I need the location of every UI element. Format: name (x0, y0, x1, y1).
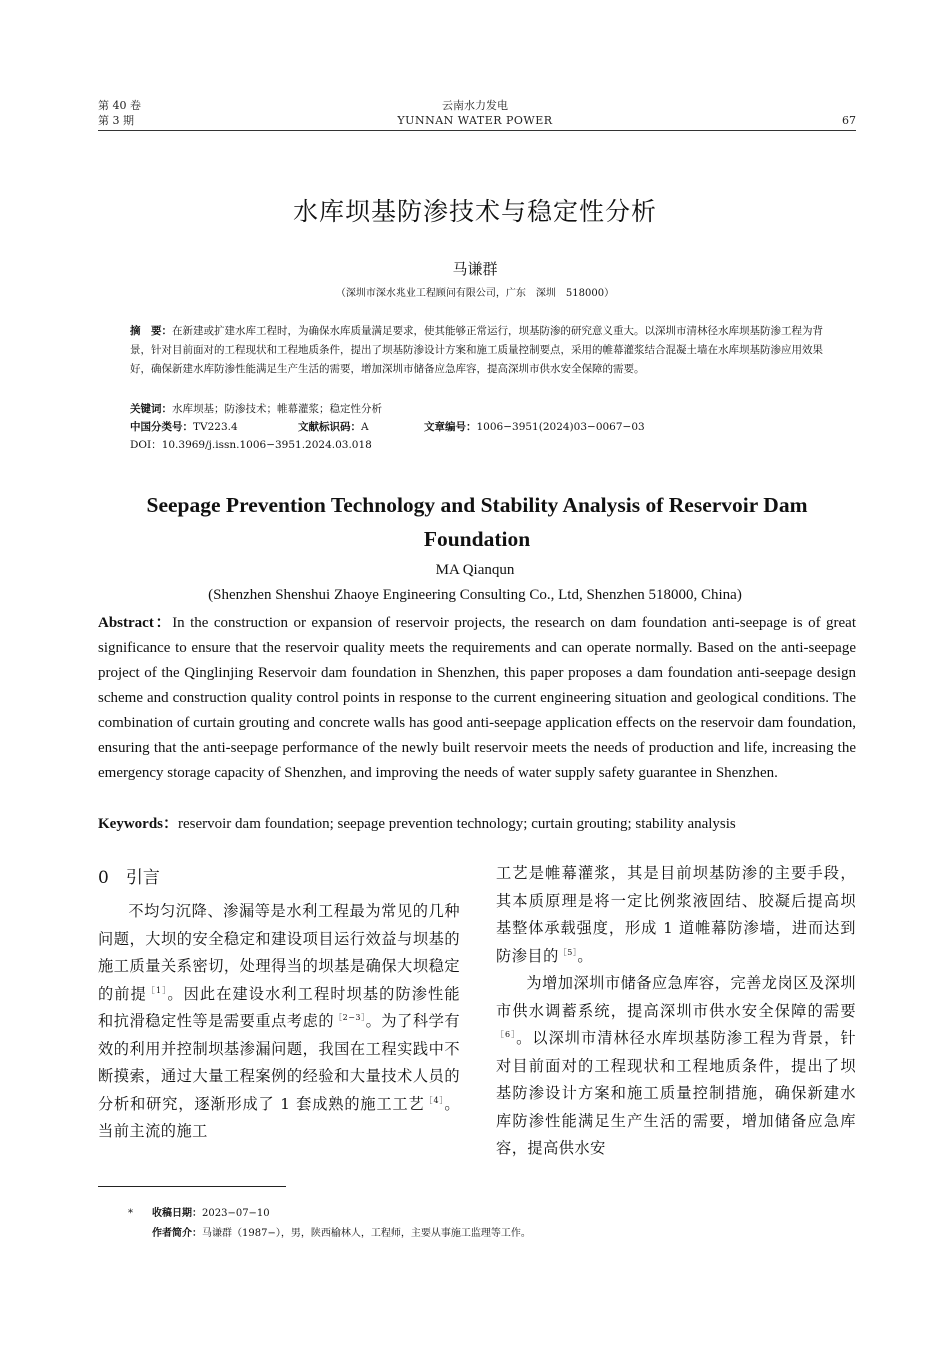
keywords-cn-label: 关键词： (130, 403, 172, 415)
intro-p1-text-a: 不均匀沉降、渗漏等是水利工程最为常见的几种问题，大坝的安全稳定和建设项目运行效益与坝基的施工质量关系密切，处理得当的坝基是确保大坝稳定的前提 (98, 902, 460, 1003)
right-column (496, 860, 856, 1163)
clc-label: 中国分类号： (130, 421, 193, 433)
citation-5[interactable]: ［5］ (558, 947, 578, 957)
abstract-cn-text: 在新建或扩建水库工程时，为确保水库质量满足要求，使其能够正常运行，坝基防渗的研究意义重大。以深圳市清林径水库坝基防渗工程为背景，针对目前面对的工程现状和工程地质条件，提出了坝基防渗设计方案和施工质量控制要点，采用的帷幕灌浆结合混凝土墙在水库坝基防渗应用效果好，确保新建水库防渗性能满足生产生活的需要，增加深圳市储备应急库容，提高深圳市供水安全保障的需要。 (130, 325, 823, 375)
keywords-en-label: Keywords： (98, 816, 178, 832)
affiliation-cn: （深圳市深水兆业工程顾问有限公司，广东 深圳 518000） (335, 288, 615, 299)
citation-6[interactable]: ［6］ (496, 1029, 517, 1039)
received-value: 2023−07−10 (202, 1208, 270, 1219)
intro-paragraph-1 (98, 898, 460, 1146)
article-no-label: 文章编号： (424, 421, 477, 433)
footnote-rule (98, 1186, 286, 1187)
paper-title-en: Seepage Prevention Technology and Stability Analysis of Reservoir Dam Foundation (146, 493, 808, 551)
abstract-en (98, 611, 856, 786)
header-rule (98, 130, 856, 131)
intro-p2-text-a: 为增加深圳市储备应急库容，完善龙岗区及深圳市供水调蓄系统，提高深圳市供水安全保障的需要 (496, 974, 856, 1020)
received-date (152, 1204, 270, 1224)
clc-line (130, 418, 238, 436)
doc-code-line (298, 418, 369, 436)
left-column (98, 862, 460, 1146)
citation-2-3[interactable]: ［2−3］ (334, 1012, 366, 1022)
article-no-line (424, 418, 645, 436)
received-label: 收稿日期： (152, 1208, 202, 1219)
author-en: MA Qianqun (435, 562, 515, 578)
bio-label: 作者简介： (152, 1228, 202, 1239)
doi-label: DOI： (130, 439, 162, 451)
intro-p1-text-b: 。因此在建设水利工程时坝基的防渗性能和抗滑稳定性等是需要重点考虑的 (98, 984, 461, 1030)
clc-value: TV223.4 (193, 421, 238, 433)
issue-label: 第 3 期 (98, 114, 134, 127)
author-cn: 马谦群 (452, 260, 498, 278)
page-number: 67 (842, 114, 856, 127)
intro-p1-text-f: 。 (577, 946, 594, 965)
keywords-cn-text: 水库坝基；防渗技术；帷幕灌浆；稳定性分析 (172, 403, 382, 415)
section-heading-intro: 0 引言 (98, 868, 160, 888)
journal-name-en: YUNNAN WATER POWER (397, 114, 553, 127)
author-bio (152, 1224, 531, 1244)
keywords-cn (130, 400, 382, 418)
intro-paragraph-1-cont (496, 860, 856, 970)
intro-p1-text-c: 。为了科学有效的利用并控制坝基渗漏问题，我国在工程实践中不断摸索，通过大量工程案例的经验和大量技术人员的分析和研究，逐渐形成了 1 套成熟的施工工艺 (98, 1012, 461, 1113)
paper-title-cn: 水库坝基防渗技术与稳定性分析 (292, 197, 657, 226)
journal-name-cn: 云南水力发电 (442, 99, 508, 112)
doi-line[interactable] (130, 436, 372, 454)
doc-code-value: A (361, 421, 369, 433)
abstract-cn-label: 摘 要： (130, 325, 172, 337)
affiliation-en: (Shenzhen Shenshui Zhaoye Engineering Consulting Co., Ltd, Shenzhen 518000, China) (208, 587, 742, 603)
abstract-en-label: Abstract： (98, 615, 173, 631)
intro-p1-text-e: 工艺是帷幕灌浆，其是目前坝基防渗的主要手段，其本质原理是将一定比例浆液固结、胶凝后提高坝基整体承载强度，形成 1 道帷幕防渗墙，进而达到防渗目的 (496, 864, 856, 965)
citation-1[interactable]: ［1］ (146, 985, 168, 995)
article-no-value: 1006−3951(2024)03−0067−03 (476, 421, 645, 433)
volume-label: 第 40 卷 (98, 99, 141, 112)
intro-p1-text-d: 。当前主流的施工 (98, 1094, 460, 1140)
bio-text: 马谦群（1987−），男，陕西榆林人，工程师，主要从事施工监理等工作。 (202, 1228, 531, 1239)
keywords-en-text: reservoir dam foundation; seepage prevention technology; curtain grouting; stability analysis (178, 816, 736, 832)
keywords-en (98, 812, 856, 837)
doi-value[interactable]: 10.3969/j.issn.1006−3951.2024.03.018 (161, 439, 372, 451)
citation-4[interactable]: ［4］ (424, 1095, 445, 1105)
intro-paragraph-2 (496, 970, 856, 1163)
footnote-mark: * (128, 1208, 133, 1219)
abstract-cn (130, 322, 830, 379)
intro-p2-text-b: 。以深圳市清林径水库坝基防渗工程为背景，针对目前面对的工程现状和工程地质条件，提出了坝基防渗设计方案和施工质量控制措施，确保新建水库防渗性能满足生产生活的需要，增加储备应急库容，提高供水安 (496, 1029, 857, 1157)
doc-code-label: 文献标识码： (298, 421, 361, 433)
abstract-en-text: In the construction or expansion of reservoir projects, the research on dam foundation anti-seepage is of great significance to ensure that the reservoir quality meets the requirements and can operate normally. Based on the anti-seepage project of the Qinglinjing Reservoir dam foundation in Shenzhen, this paper proposes a dam foundation anti-seepage design scheme and construction quality control points in response to the current engineering situation and geological conditions. The combination of curtain grouting and concrete walls has good anti-seepage application effects on the reservoir dam foundation, ensuring that the anti-seepage performance of the newly built reservoir meets the needs of production and life, increasing the emergency storage capacity of Shenzhen, and improving the needs of water supply safety guarantee in Shenzhen. (98, 615, 856, 781)
